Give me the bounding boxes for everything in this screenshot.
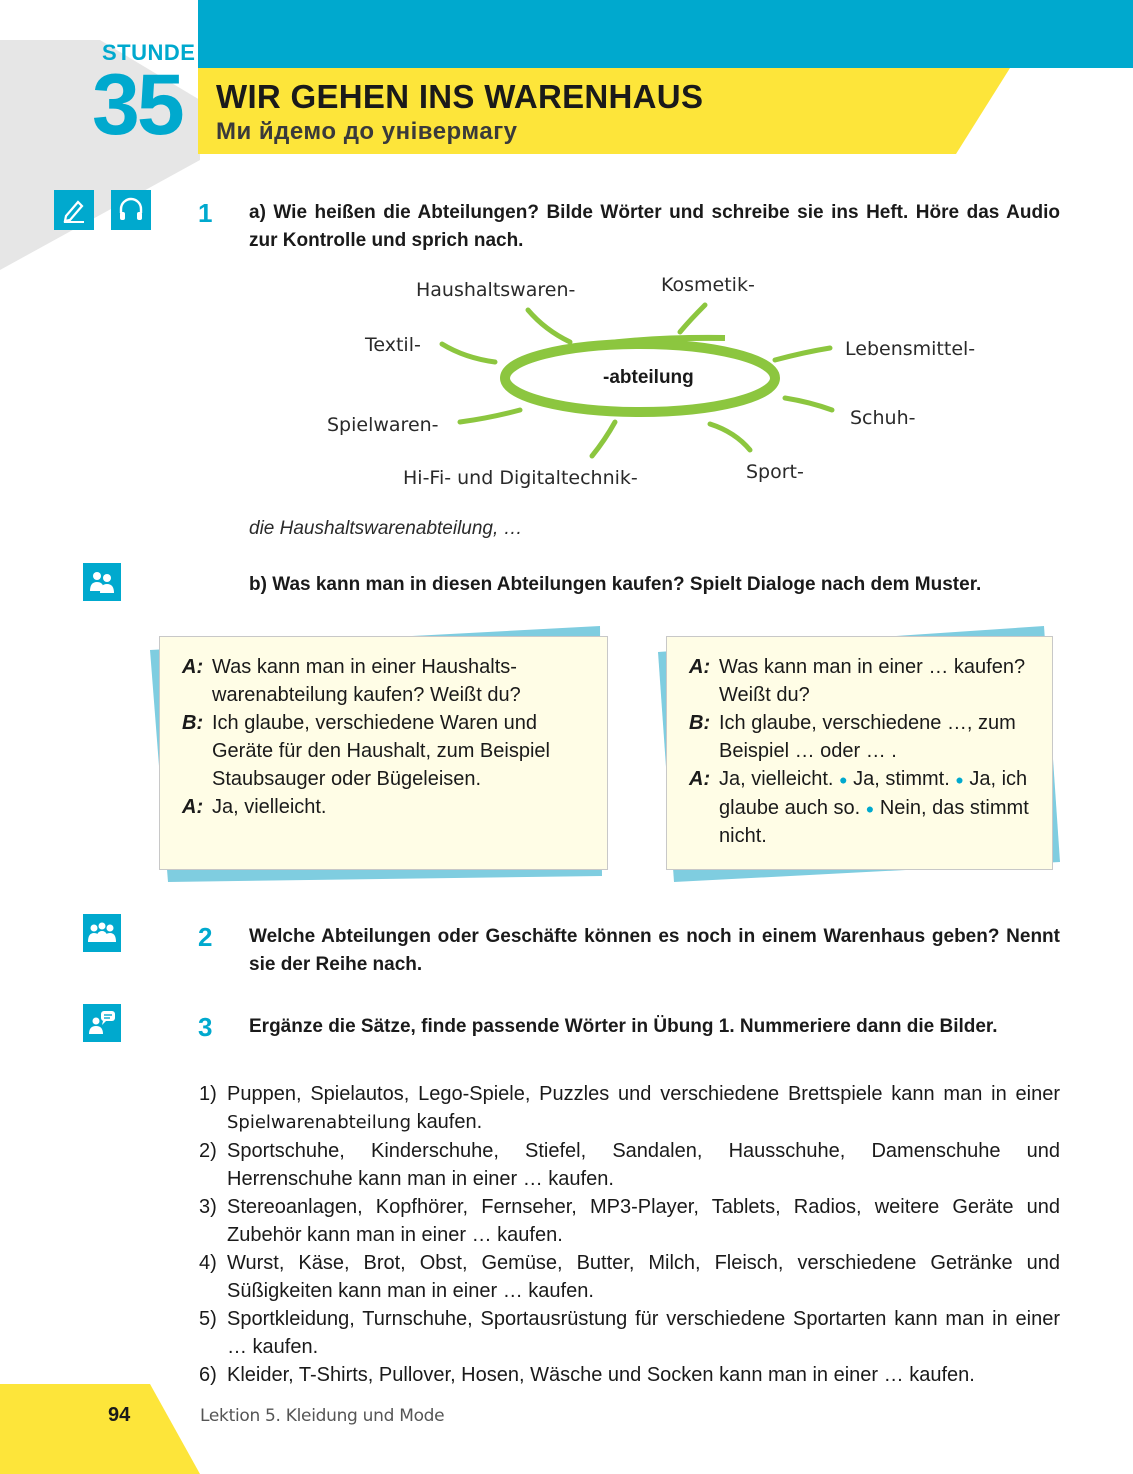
item-number: 1) [199,1083,217,1105]
speech-bubble-icon [83,1004,121,1042]
bullet-dot-icon: ● [839,771,848,788]
item-text: Sportkleidung, Turnschuhe, Sportausrüstung für verschiedene Sportarten kann man in einer … kaufen. [227,1308,1060,1358]
headphones-icon [111,190,151,230]
item-text-end: kaufen. [416,1111,483,1133]
footer-text: Lektion 5. Kleidung und Mode [200,1406,445,1426]
speaker-label: B: [689,712,711,734]
reply-option: Ja, ich glaube auch so. [719,768,1028,819]
item-text: Stereoanlagen, Kopfhörer, Fernseher, MP3-Player, Tablets, Radios, weitere Geräte und Zubehör kann man in einer … kaufen. [227,1196,1060,1246]
bullet-dot-icon: ● [955,771,964,788]
dialog-line [689,709,1032,765]
group-icon [83,914,121,952]
dialog-card-1 [159,636,608,870]
item-text: Puppen, Spielautos, Lego-Spiele, Puzzles und verschiedene Brettspiele kann man in einer [227,1083,1060,1105]
page-title: WIR GEHEN INS WARENHAUS [216,78,704,115]
page-number: 94 [108,1404,131,1426]
item-number: 6) [199,1364,217,1386]
dialog-line [689,765,1032,850]
dialog-card-2 [666,636,1053,870]
exercise-1b-instruction: b) Was kann man in diesen Abteilungen kaufen? Spielt Dialoge nach dem Muster. [249,574,982,595]
word-lebensmittel: Lebensmittel- [845,338,976,360]
header-teal-bar [198,0,1133,68]
speaker-label: A: [182,796,204,818]
dialog-text: Ich glaube, verschiedene Waren und Geräte für den Haushalt, zum Beispiel Staubsauger oder Bügeleisen. [212,712,550,790]
reply-option: Ja, stimmt. [853,768,950,790]
sentence-list [199,1080,1060,1389]
item-text: Kleider, T-Shirts, Pullover, Hosen, Wäsche und Socken kann man in einer … kaufen. [227,1364,975,1386]
word-sport: Sport- [746,461,804,483]
item-number: 2) [199,1140,217,1162]
word-kosmetik: Kosmetik- [661,274,755,296]
exercise-2-instruction: Welche Abteilungen oder Geschäfte können es noch in einem Warenhaus geben? Nennt sie der Reihe nach. [249,926,1060,975]
word-spielwaren: Spielwaren- [327,414,439,436]
list-item [199,1361,1060,1389]
footer-yellow-shape [0,1384,200,1474]
dialog-text: Was kann man in einer Haushalts-warenabteilung kaufen? Weißt du? [212,656,521,706]
word-textil: Textil- [365,334,421,356]
dialog-text: Ja, vielleicht. [212,796,327,818]
item-text: Wurst, Käse, Brot, Obst, Gemüse, Butter, Milch, Fleisch, verschiedene Getränke und Süßigkeiten kann man in einer … kaufen. [227,1252,1060,1302]
list-item [199,1249,1060,1305]
exercise-1a-instruction: a) Wie heißen die Abteilungen? Bilde Wörter und schreibe sie ins Heft. Höre das Audio zur Kontrolle und sprich nach. [249,202,1060,251]
speaker-label: A: [182,656,204,678]
speaker-label: B: [182,712,204,734]
word-haushaltswaren: Haushaltswaren- [416,279,576,301]
word-schuh: Schuh- [850,407,916,429]
list-item [199,1080,1060,1137]
page-subtitle: Ми йдемо до універмагу [216,118,518,145]
reply-option: Nein, das stimmt nicht. [719,796,1029,848]
handwritten-answer: Spielwarenabteilung [227,1112,411,1133]
exercise-3-number: 3 [198,1012,213,1042]
speaker-label: A: [689,656,711,678]
exercise-3-instruction: Ergänze die Sätze, finde passende Wörter in Übung 1. Nummeriere dann die Bilder. [249,1016,998,1037]
exercise-1-number: 1 [198,198,213,228]
item-number: 5) [199,1308,217,1330]
dialog-line [689,653,1032,709]
item-text: Sportschuhe, Kinderschuhe, Stiefel, Sandalen, Hausschuhe, Damenschuhe und Herrenschuhe kann man in einer … kaufen. [227,1140,1060,1190]
center-word: -abteilung [603,367,694,388]
item-number: 3) [199,1196,217,1218]
dialog-text: Ich glaube, verschiedene …, zum Beispiel … oder … . [719,712,1016,762]
pencil-icon [54,190,94,230]
reply-option: Ja, vielleicht. [719,768,834,790]
item-number: 4) [199,1252,217,1274]
exercise-2-number: 2 [198,922,213,952]
lesson-number: 35 [92,57,182,153]
list-item [199,1305,1060,1361]
bullet-dot-icon: ● [865,800,875,817]
example-answer: die Haushaltswarenabteilung, … [249,518,523,539]
word-hifi: Hi-Fi- und Digitaltechnik- [403,467,638,489]
dialog-line [182,653,587,709]
list-item [199,1193,1060,1249]
speaker-label: A: [689,768,711,790]
dialog-line [182,793,587,821]
pair-icon [83,563,121,601]
dialog-line [182,709,587,793]
dialog-text: Was kann man in einer … kaufen? Weißt du? [719,656,1026,706]
list-item [199,1137,1060,1193]
lesson-label: STUNDE [102,40,196,65]
